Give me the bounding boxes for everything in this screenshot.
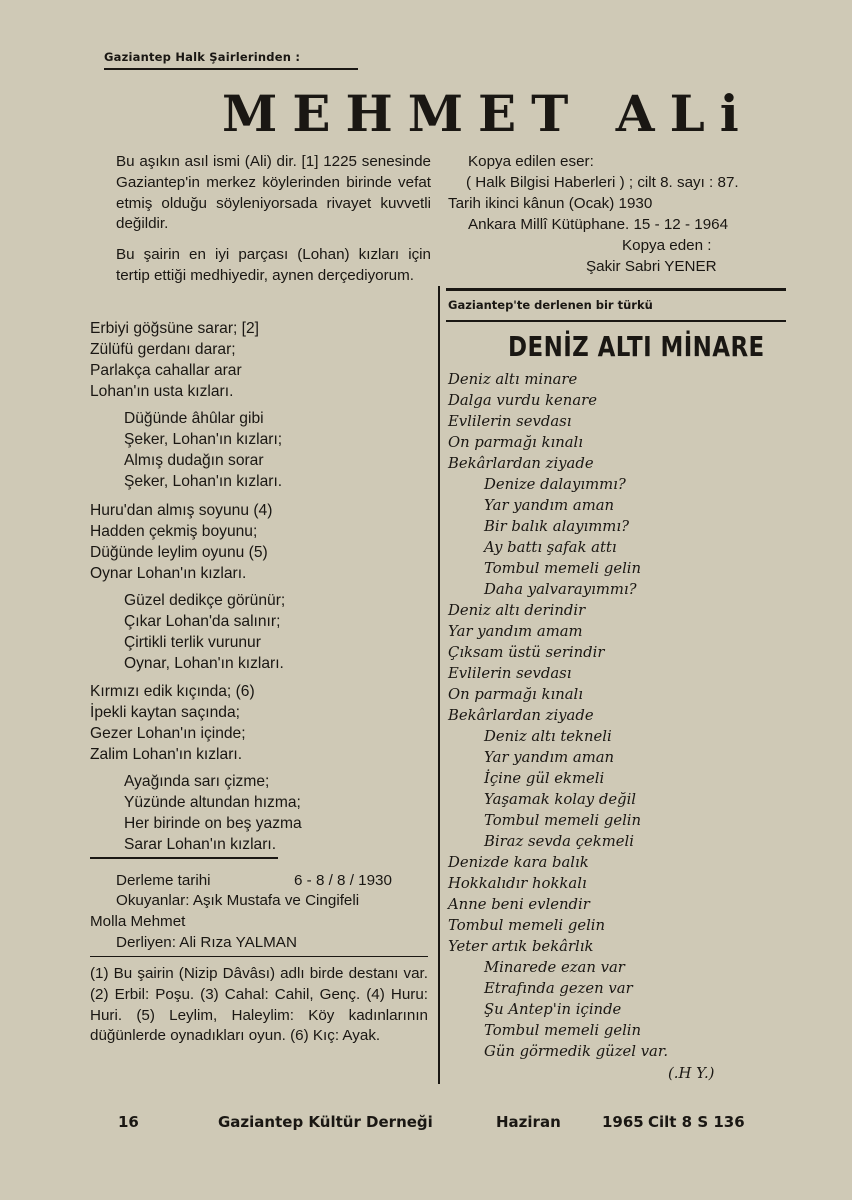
poem-line: Çıkar Lohan'da salınır; <box>124 613 281 630</box>
poem-line: Oynar Lohan'ın kızları. <box>90 565 247 582</box>
poem-line: Çirtikli terlik vurunur <box>124 634 261 651</box>
song-line: Daha yalvarayımmı? <box>484 581 637 598</box>
issue-year: 1965 <box>602 1113 644 1131</box>
song-line: Yar yandım aman <box>484 749 615 766</box>
collection-date-label: Derleme tarihi <box>116 872 211 889</box>
poem-line: Zülüfü gerdanı darar; <box>90 341 236 358</box>
song-line: Etrafında gezen var <box>484 980 633 997</box>
poem-line: Oynar, Lohan'ın kızları. <box>124 655 284 672</box>
collector-line: Derliyen: Ali Rıza YALMAN <box>116 934 297 951</box>
song-line: Tombul memeli gelin <box>484 560 642 577</box>
song-line: Denizde kara balık <box>448 854 589 871</box>
publisher-name: Gaziantep Kültür Derneği <box>218 1113 433 1131</box>
song-line: Gün görmedik güzel var. <box>484 1043 669 1060</box>
poem-line: Zalim Lohan'ın kızları. <box>90 746 243 763</box>
poem-line: Sarar Lohan'ın kızları. <box>124 836 277 853</box>
poem-line: Parlakça cahallar arar <box>90 362 242 379</box>
issue-volume: Cilt 8 S 136 <box>648 1113 745 1131</box>
song-line: Yar yandım aman <box>484 497 615 514</box>
song-line: Bir balık alayımmı? <box>484 518 630 535</box>
song-line: Deniz altı minare <box>448 371 578 388</box>
intro-paragraph: Bu şairin en iyi parçası (Lohan) kızları için tertip ettiği medhiyedir, aynen derçediyorum. <box>116 246 431 284</box>
song-line: Biraz sevda çekmeli <box>484 833 634 850</box>
copier-name: Şakir Sabri YENER <box>586 258 717 275</box>
song-title: DENİZ ALTI MİNARE <box>508 330 765 363</box>
notes-rule <box>90 956 428 957</box>
song-subheading: Gaziantep'te derlenen bir türkü <box>448 298 653 312</box>
footnotes: (1) Bu şairin (Nizip Dâvâsı) adlı birde destanı var. (2) Erbil: Poşu. (3) Cahal: Cahil, Genç. (4) Huru: Huri. (5) Leylim, Haleylim: Köy kadınlarının düğünlerde oynadıkları oyun. (6) Kıç: Ayak. <box>90 965 428 1045</box>
song-line: Denize dalayımmı? <box>484 476 626 493</box>
song-line: Minarede ezan var <box>484 959 625 976</box>
song-line: Şu Antep'in içinde <box>484 1001 622 1018</box>
collection-date-value: 6 - 8 / 8 / 1930 <box>294 872 392 889</box>
intro-paragraph: Bu aşıkın asıl ismi (Ali) dir. [1] 1225 senesinde Gaziantep'in merkez köylerinden birinde vefat etmiş olduğu söyleniyorsada rivayet kuvvetli değildir. <box>116 153 431 233</box>
poem-line: Yüzünde altundan hızma; <box>124 794 301 811</box>
poem-line: İpekli kaytan saçında; <box>90 704 240 721</box>
song-line: Tombul memeli gelin <box>448 917 606 934</box>
source-line: Kopya eden : <box>622 237 712 254</box>
poem-line: Güzel dedikçe görünür; <box>124 592 286 609</box>
poem-line: Ayağında sarı çizme; <box>124 773 270 790</box>
poem-line: Düğünde âhûlar gibi <box>124 410 264 427</box>
song-top-rule <box>446 288 786 291</box>
source-line: Kopya edilen eser: <box>468 153 594 170</box>
issue-month: Haziran <box>496 1113 561 1131</box>
song-line: Dalga vurdu kenare <box>448 392 597 409</box>
song-line: Yeter artık bekârlık <box>448 938 594 955</box>
song-line: Yar yandım amam <box>448 623 583 640</box>
poem-line: Kırmızı edik kıçında; (6) <box>90 683 255 700</box>
song-line: İçine gül ekmeli <box>484 770 605 787</box>
song-line: Anne beni evlendir <box>448 896 590 913</box>
section-rule <box>90 857 278 859</box>
poem-line: Erbiyi göğsüne sarar; [2] <box>90 320 260 337</box>
song-line: Deniz altı tekneli <box>484 728 612 745</box>
poem-line: Hadden çekmiş boyunu; <box>90 523 258 540</box>
poem-line: Her birinde on beş yazma <box>124 815 302 832</box>
song-line: Yaşamak kolay değil <box>484 791 637 808</box>
song-line: Deniz altı derindir <box>448 602 586 619</box>
series-rule <box>104 68 358 70</box>
intro-text <box>116 152 431 297</box>
song-line: Tombul memeli gelin <box>484 1022 642 1039</box>
song-line: On parmağı kınalı <box>448 434 584 451</box>
poem-stanza <box>124 590 285 674</box>
poem-stanza <box>90 500 272 584</box>
song-line: Evlilerin sevdası <box>448 665 572 682</box>
poem-line: Şeker, Lohan'ın kızları; <box>124 431 283 448</box>
poem-stanza <box>90 318 259 402</box>
poem-line: Lohan'ın usta kızları. <box>90 383 234 400</box>
poem-stanza <box>124 408 282 492</box>
poem-stanza <box>124 771 302 855</box>
source-line: ( Halk Bilgisi Haberleri ) ; cilt 8. sayı : 87. <box>466 174 739 191</box>
song-signature: (.H Y.) <box>668 1065 715 1082</box>
poem-stanza <box>90 681 255 765</box>
page-number: 16 <box>118 1113 139 1131</box>
song-line: On parmağı kınalı <box>448 686 584 703</box>
poem-line: Şeker, Lohan'ın kızları. <box>124 473 283 490</box>
series-heading: Gaziantep Halk Şairlerinden : <box>104 50 301 64</box>
poem-line: Huru'dan almış soyunu (4) <box>90 502 273 519</box>
song-sub-rule <box>446 320 786 322</box>
song-line: Tombul memeli gelin <box>484 812 642 829</box>
song-line: Bekârlardan ziyade <box>448 455 594 472</box>
readers-line: Okuyanlar: Aşık Mustafa ve Cingifeli <box>116 892 360 909</box>
poem-line: Almış dudağın sorar <box>124 452 264 469</box>
song-line: Bekârlardan ziyade <box>448 707 594 724</box>
readers-line: Molla Mehmet <box>90 913 186 930</box>
page-title: MEHMET ALi <box>222 84 754 143</box>
song-line: Evlilerin sevdası <box>448 413 572 430</box>
poem-line: Gezer Lohan'ın içinde; <box>90 725 246 742</box>
column-divider <box>438 286 440 1084</box>
source-line: Ankara Millî Kütüphane. 15 - 12 - 1964 <box>468 216 729 233</box>
song-line: Ay battı şafak attı <box>484 539 617 556</box>
song-line: Çıksam üstü serindir <box>448 644 605 661</box>
song-line: Hokkalıdır hokkalı <box>448 875 587 892</box>
source-line: Tarih ikinci kânun (Ocak) 1930 <box>448 195 653 212</box>
poem-line: Düğünde leylim oyunu (5) <box>90 544 268 561</box>
